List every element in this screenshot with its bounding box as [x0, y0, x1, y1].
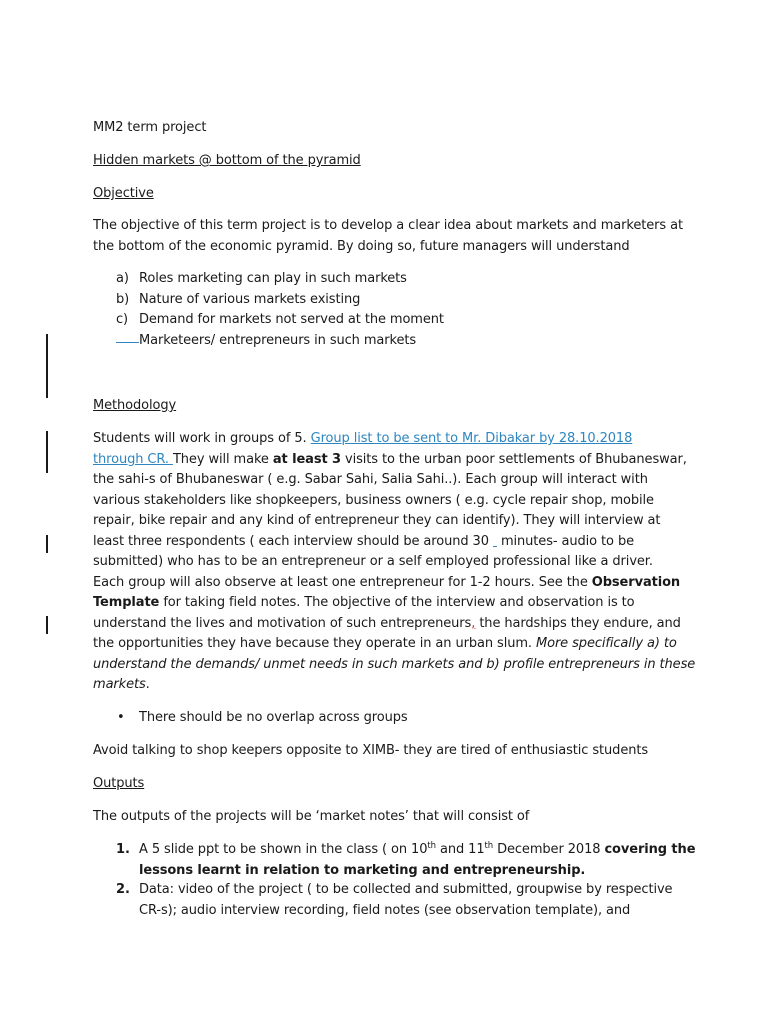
outputs-heading: Outputs	[93, 776, 145, 791]
methodology-heading: Methodology	[93, 398, 177, 413]
objective-paragraph-line: the bottom of the economic pyramid. By doing so, future managers will understand	[93, 238, 630, 254]
list-marker: b)	[116, 291, 130, 307]
note-line: Avoid talking to shop keepers opposite to XIMB- they are tired of enthusiastic students	[93, 743, 649, 758]
methodology-line: repair, bike repair and any kind of entrepreneur they can identify). They will interview at	[93, 513, 661, 528]
methodology-line: least three respondents ( each interview should be around 30 minutes- audio to be	[93, 533, 634, 549]
output-item-line: lessons learnt in relation to marketing and entrepreneurship.	[139, 862, 586, 878]
objective-heading: Objective	[93, 186, 154, 201]
list-marker: a)	[116, 271, 129, 286]
methodology-line: Template for taking field notes. The objective of the interview and observation is to	[93, 595, 635, 610]
methodology-line: through CR. They will make at least 3 visits to the urban poor settlements of Bhubaneswar,	[93, 451, 687, 467]
output-item: A 5 slide ppt to be shown in the class ( on 10th and 11th December 2018 covering the	[139, 841, 696, 857]
output-item: Data: video of the project ( to be collected and submitted, groupwise by respective	[139, 882, 673, 897]
change-bar	[46, 431, 48, 473]
bullet-item: There should be no overlap across groups	[139, 710, 408, 725]
revision-dash	[116, 342, 139, 343]
list-marker: c)	[116, 312, 129, 327]
change-bar	[46, 616, 48, 634]
bullet-dot: •	[117, 710, 125, 725]
change-bar	[46, 334, 48, 398]
list-item: Marketeers/ entrepreneurs in such markets	[139, 332, 417, 348]
methodology-line: markets.	[93, 677, 150, 692]
group-list-link[interactable]: through CR.	[93, 451, 173, 467]
methodology-line: the sahi-s of Bhubaneswar ( e.g. Sabar Sahi, Salia Sahi..). Each group will interact with	[93, 472, 648, 487]
methodology-line: various stakeholders like shopkeepers, business owners ( e.g. cycle repair shop, mobile	[93, 492, 654, 508]
output-item-line: CR-s); audio interview recording, field notes (see observation template), and	[139, 902, 631, 918]
methodology-line: Each group will also observe at least one entrepreneur for 1-2 hours. See the Observation	[93, 574, 681, 590]
methodology-line: understand the lives and motivation of such entrepreneurs, the hardships they endure, and	[93, 615, 681, 631]
list-number: 2.	[116, 882, 130, 897]
methodology-line: the opportunities they have because they operate in an urban slum. More specifically a) to	[93, 636, 677, 651]
document-title: MM2 term project	[93, 120, 207, 135]
methodology-line: submitted) who has to be an entrepreneur or a self employed professional like a driver.	[93, 554, 653, 569]
outputs-intro: The outputs of the projects will be ‘market notes’ that will consist of	[93, 809, 530, 824]
list-number: 1.	[116, 842, 130, 857]
objective-paragraph-line: The objective of this term project is to develop a clear idea about markets and marketers at	[93, 218, 683, 233]
list-item: Nature of various markets existing	[139, 291, 361, 307]
group-list-link[interactable]: Group list to be sent to Mr. Dibakar by 28.10.2018	[310, 431, 633, 446]
document-subtitle: Hidden markets @ bottom of the pyramid	[93, 153, 361, 168]
methodology-line: understand the demands/ unmet needs in such markets and b) profile entrepreneurs in these	[93, 656, 696, 672]
list-item: Demand for markets not served at the moment	[139, 312, 444, 327]
methodology-line: Students will work in groups of 5. Group list to be sent to Mr. Dibakar by 28.10.2018	[93, 431, 633, 446]
change-bar	[46, 535, 48, 553]
list-item: Roles marketing can play in such markets	[139, 271, 407, 286]
